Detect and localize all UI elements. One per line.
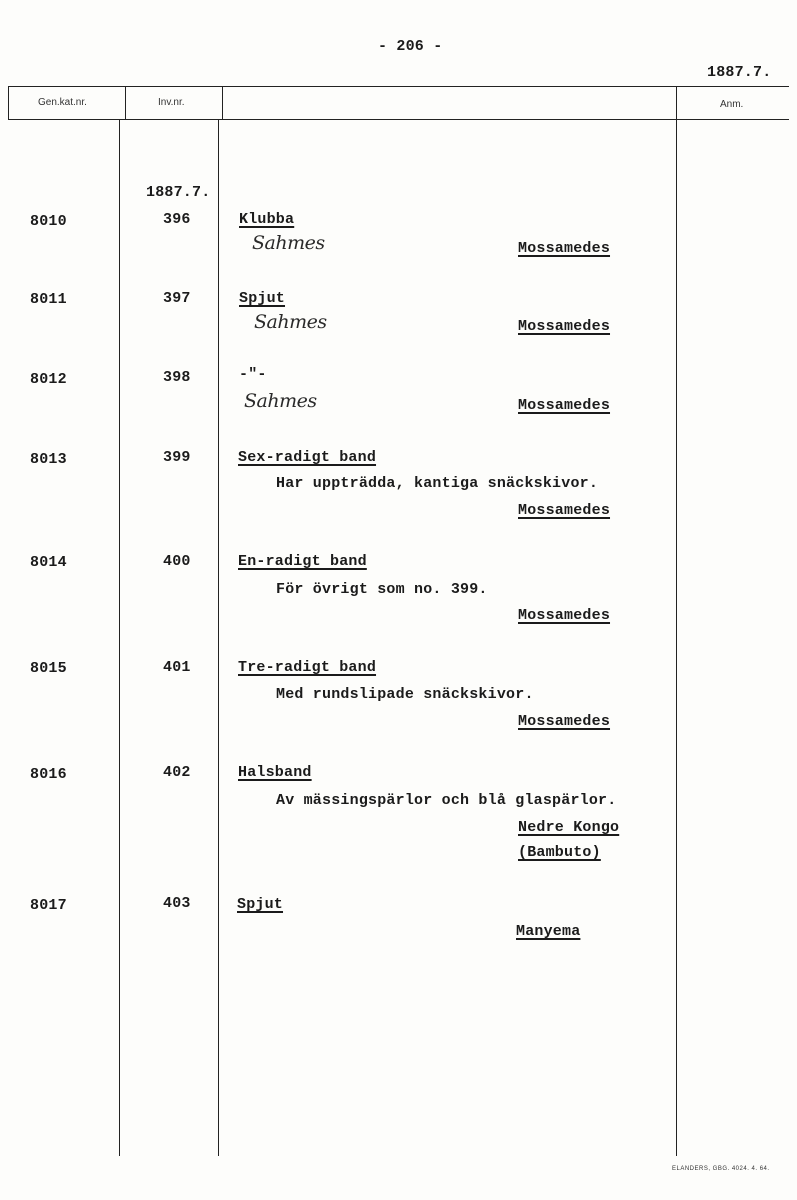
item-place: Mossamedes xyxy=(518,318,611,335)
page-number: - 206 - xyxy=(378,38,443,55)
item-description: Av mässingspärlor och blå glaspärlor. xyxy=(276,792,617,809)
inv-number: 400 xyxy=(163,553,191,570)
item-place: Mossamedes xyxy=(518,713,611,730)
column-divider-inv-body xyxy=(218,120,219,1156)
inv-number: 396 xyxy=(163,211,191,228)
item-title: Halsband xyxy=(238,764,312,781)
item-description: Med rundslipade snäckskivor. xyxy=(276,686,534,703)
inv-number: 397 xyxy=(163,290,191,307)
printer-imprint: ELANDERS, GBG. 4024. 4. 64. xyxy=(672,1166,770,1172)
inventory-date: 1887.7. xyxy=(146,184,211,201)
gen-number: 8011 xyxy=(30,291,67,308)
table-left-border xyxy=(8,86,9,120)
item-description: För övrigt som no. 399. xyxy=(276,581,488,598)
header-inv: Inv.nr. xyxy=(158,97,185,108)
item-title: -"- xyxy=(239,366,267,383)
item-title: En-radigt band xyxy=(238,553,367,570)
item-place: Mossamedes xyxy=(518,397,611,414)
item-title: Klubba xyxy=(239,211,295,228)
inv-number: 398 xyxy=(163,369,191,386)
column-divider-anm xyxy=(676,86,677,1156)
signature: Sahmes xyxy=(254,311,327,333)
item-place: Mossamedes xyxy=(518,502,611,519)
signature: Sahmes xyxy=(252,232,325,254)
column-divider-inv xyxy=(222,86,223,120)
signature: Sahmes xyxy=(244,390,317,412)
item-title: Tre-radigt band xyxy=(238,659,377,676)
page-date: 1887.7. xyxy=(707,64,772,81)
header-anm: Anm. xyxy=(720,99,744,110)
gen-number: 8010 xyxy=(30,213,67,230)
item-place-detail: (Bambuto) xyxy=(518,844,601,861)
column-divider-gen xyxy=(125,86,126,120)
inv-number: 399 xyxy=(163,449,191,466)
gen-number: 8017 xyxy=(30,897,67,914)
item-title: Spjut xyxy=(239,290,286,307)
item-title: Sex-radigt band xyxy=(238,449,377,466)
gen-number: 8013 xyxy=(30,451,67,468)
gen-number: 8016 xyxy=(30,766,67,783)
inv-number: 403 xyxy=(163,895,191,912)
item-place: Mossamedes xyxy=(518,607,611,624)
gen-number: 8014 xyxy=(30,554,67,571)
inv-number: 401 xyxy=(163,659,191,676)
gen-number: 8015 xyxy=(30,660,67,677)
inv-number: 402 xyxy=(163,764,191,781)
item-place: Mossamedes xyxy=(518,240,611,257)
gen-number: 8012 xyxy=(30,371,67,388)
item-description: Har uppträdda, kantiga snäckskivor. xyxy=(276,475,599,492)
header-gen-kat: Gen.kat.nr. xyxy=(38,97,87,108)
item-place: Nedre Kongo xyxy=(518,819,620,836)
item-place: Manyema xyxy=(516,923,581,940)
column-divider-gen-body xyxy=(119,120,120,1156)
item-title: Spjut xyxy=(237,896,284,913)
